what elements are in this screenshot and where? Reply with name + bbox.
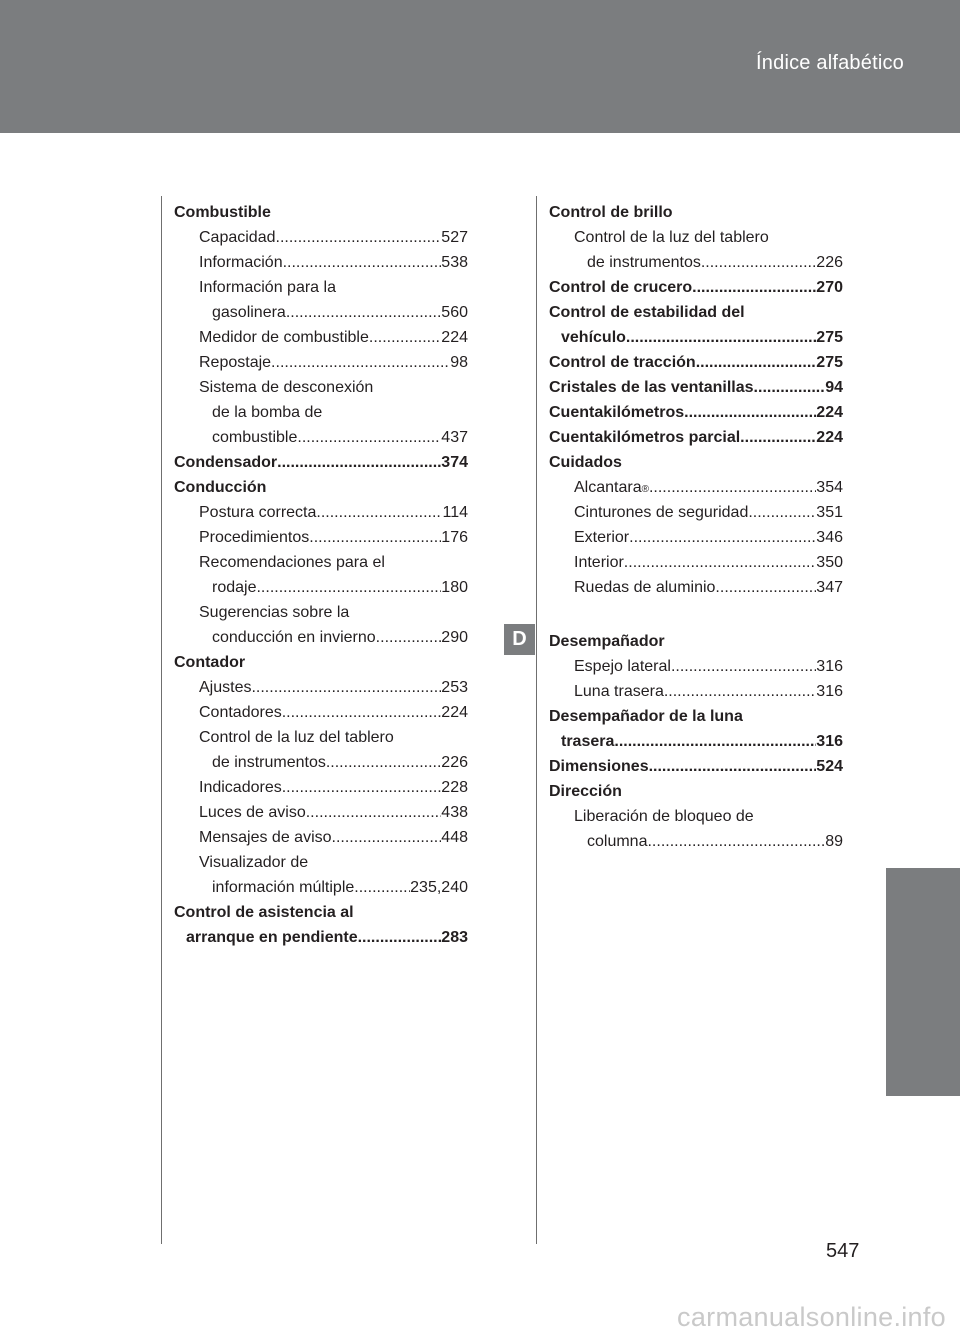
index-heading: Desempañador — [549, 633, 665, 650]
dot-leader — [277, 450, 441, 475]
page-ref: 94 — [825, 379, 843, 396]
entry-text: Capacidad — [199, 229, 276, 246]
page-ref: 228 — [441, 779, 468, 796]
index-sub-entry: Sugerencias sobre la — [199, 604, 350, 621]
index-main-entry — [549, 350, 843, 375]
index-sub-entry — [549, 550, 843, 575]
index-sub-entry: Visualizador de — [199, 854, 309, 871]
dot-leader — [282, 775, 442, 800]
dot-leader — [754, 375, 826, 400]
entry-text: trasera — [561, 733, 615, 750]
index-column-left — [174, 200, 468, 950]
index-sub-entry — [549, 500, 843, 525]
dot-leader — [748, 500, 816, 525]
page-ref: 290 — [441, 629, 468, 646]
entry-text: rodaje — [212, 579, 257, 596]
dot-leader — [649, 475, 816, 500]
index-sub-entry: Información para la — [199, 279, 336, 296]
dot-leader — [354, 875, 410, 900]
entry-text: Medidor de combustible — [199, 329, 369, 346]
dot-leader — [297, 425, 441, 450]
dot-leader — [286, 300, 441, 325]
entry-text: Indicadores — [199, 779, 282, 796]
dot-leader — [358, 925, 442, 950]
dot-leader — [309, 525, 441, 550]
index-heading: Control de estabilidad del — [549, 304, 745, 321]
index-sub-entry: Sistema de desconexión — [199, 379, 374, 396]
index-sub-entry — [174, 425, 468, 450]
page-ref: 283 — [441, 929, 468, 946]
entry-text: Postura correcta — [199, 504, 317, 521]
page-ref: 224 — [441, 704, 468, 721]
dot-leader — [626, 325, 816, 350]
entry-text: Cuentakilómetros parcial — [549, 429, 741, 446]
index-sub-entry — [174, 525, 468, 550]
column-divider-left — [161, 196, 162, 1244]
dot-leader — [649, 754, 817, 779]
dot-leader — [306, 800, 442, 825]
entry-text: Espejo lateral — [574, 658, 671, 675]
dot-leader — [316, 500, 442, 525]
page-ref: 538 — [441, 254, 468, 271]
dot-leader — [271, 350, 450, 375]
dot-leader — [332, 825, 442, 850]
column-divider-right — [536, 196, 537, 1244]
entry-text: información múltiple — [212, 879, 355, 896]
dot-leader — [283, 250, 442, 275]
entry-text: Mensajes de aviso — [199, 829, 332, 846]
index-sub-entry — [174, 825, 468, 850]
dot-leader — [715, 575, 816, 600]
dot-leader — [282, 700, 442, 725]
page-ref: 438 — [441, 804, 468, 821]
dot-leader — [684, 400, 816, 425]
index-column-right — [549, 200, 843, 854]
entry-text: Luna trasera — [574, 683, 664, 700]
entry-text: Control de crucero — [549, 279, 693, 296]
page-ref: 114 — [442, 504, 468, 521]
page-ref: 224 — [441, 329, 468, 346]
index-heading: Control de brillo — [549, 204, 673, 221]
watermark: carmanualsonline.info — [677, 1302, 946, 1332]
page-ref: 316 — [816, 683, 843, 700]
dot-leader — [664, 679, 816, 704]
index-sub-entry — [174, 625, 468, 650]
index-heading: Combustible — [174, 204, 271, 221]
dot-leader — [647, 829, 825, 854]
index-sub-entry — [174, 325, 468, 350]
dot-leader — [376, 625, 442, 650]
page-ref: 224 — [816, 404, 843, 421]
index-sub-entry — [174, 750, 468, 775]
page-ref: 98 — [450, 354, 468, 371]
entry-text: Control de tracción — [549, 354, 696, 371]
index-sub-entry — [174, 875, 468, 900]
index-main-entry — [549, 275, 843, 300]
index-sub-entry — [549, 525, 843, 550]
dot-leader — [614, 729, 816, 754]
entry-text: Ajustes — [199, 679, 252, 696]
page-ref: 527 — [441, 229, 468, 246]
index-sub-entry — [174, 225, 468, 250]
entry-text: Cinturones de seguridad — [574, 504, 749, 521]
page-ref: 347 — [816, 579, 843, 596]
entry-text: Dimensiones — [549, 758, 649, 775]
index-sub-entry — [174, 575, 468, 600]
page-ref: 270 — [816, 279, 843, 296]
dot-leader — [701, 250, 816, 275]
entry-text: gasolinera — [212, 304, 286, 321]
index-main-entry — [174, 450, 468, 475]
entry-text: Cuentakilómetros — [549, 404, 685, 421]
entry-text: de instrumentos — [587, 254, 701, 271]
entry-text: Información — [199, 254, 283, 271]
dot-leader — [251, 675, 441, 700]
dot-leader — [692, 275, 816, 300]
dot-leader — [326, 750, 441, 775]
index-main-entry — [549, 400, 843, 425]
entry-text: conducción en invierno — [212, 629, 376, 646]
entry-text: Exterior — [574, 529, 630, 546]
page-ref: 354 — [816, 479, 843, 496]
page-ref: 351 — [816, 504, 843, 521]
index-heading: Contador — [174, 654, 246, 671]
index-heading: Control de asistencia al — [174, 904, 354, 921]
index-heading: Dirección — [549, 783, 622, 800]
index-sub-entry — [549, 250, 843, 275]
entry-text: Condensador — [174, 454, 278, 471]
index-sub-entry: Liberación de bloqueo de — [574, 808, 754, 825]
entry-text: combustible — [212, 429, 298, 446]
index-sub-entry — [549, 679, 843, 704]
entry-text: Interior — [574, 554, 624, 571]
entry-text: Contadores — [199, 704, 282, 721]
page-ref: 226 — [441, 754, 468, 771]
page-ref: 346 — [816, 529, 843, 546]
entry-text: Procedimientos — [199, 529, 310, 546]
index-main-entry — [549, 729, 843, 754]
index-sub-entry — [174, 700, 468, 725]
index-sub-entry — [549, 829, 843, 854]
entry-text: Repostaje — [199, 354, 272, 371]
side-thumb-tab — [886, 868, 960, 1096]
page-ref: 560 — [441, 304, 468, 321]
index-heading: Conducción — [174, 479, 267, 496]
index-sub-entry — [174, 250, 468, 275]
entry-text: columna — [587, 833, 648, 850]
page-ref: 437 — [441, 429, 468, 446]
index-sub-entry — [549, 575, 843, 600]
index-sub-entry: Control de la luz del tablero — [199, 729, 394, 746]
page-ref: 235,240 — [410, 879, 468, 896]
index-sub-entry — [174, 350, 468, 375]
index-sub-entry: Alcantara ® ..... 354 — [549, 475, 843, 500]
dot-leader — [256, 575, 441, 600]
index-main-entry — [549, 325, 843, 350]
page-ref: 180 — [441, 579, 468, 596]
page-ref: 374 — [441, 454, 468, 471]
index-sub-entry: Recomendaciones para el — [199, 554, 385, 571]
index-sub-entry: de la bomba de — [212, 404, 323, 421]
dot-leader — [276, 225, 442, 250]
page-header — [0, 0, 960, 133]
entry-text: arranque en pendiente — [186, 929, 358, 946]
page-number: 547 — [826, 1240, 860, 1262]
dot-leader — [696, 350, 817, 375]
page-ref: 226 — [816, 254, 843, 271]
entry-text: de instrumentos — [212, 754, 326, 771]
page-ref: 448 — [441, 829, 468, 846]
page-ref: 176 — [441, 529, 468, 546]
page-ref: 275 — [816, 354, 843, 371]
index-heading: Desempañador de la luna — [549, 708, 743, 725]
index-heading: Cuidados — [549, 454, 622, 471]
index-sub-entry: Control de la luz del tablero — [574, 229, 769, 246]
header-title: Índice alfabético — [756, 52, 904, 74]
page-ref: 524 — [816, 758, 843, 775]
page-ref: 316 — [816, 733, 843, 750]
index-main-entry — [174, 925, 468, 950]
index-sub-entry — [549, 654, 843, 679]
dot-leader — [629, 525, 816, 550]
entry-text: Cristales de las ventanillas — [549, 379, 754, 396]
entry-text: Ruedas de aluminio — [574, 579, 716, 596]
index-sub-entry — [174, 300, 468, 325]
dot-leader — [740, 425, 816, 450]
section-letter-badge: D — [504, 624, 535, 655]
entry-text: vehículo — [561, 329, 626, 346]
index-main-entry — [549, 425, 843, 450]
entry-text: Alcantara — [574, 479, 642, 496]
index-sub-entry — [174, 775, 468, 800]
index-sub-entry — [174, 500, 468, 525]
index-sub-entry — [174, 800, 468, 825]
page-ref: 350 — [816, 554, 843, 571]
index-main-entry — [549, 754, 843, 779]
page-ref: 253 — [441, 679, 468, 696]
entry-text: Luces de aviso — [199, 804, 306, 821]
dot-leader — [671, 654, 816, 679]
index-sub-entry — [174, 675, 468, 700]
dot-leader — [624, 550, 817, 575]
page-ref: 275 — [816, 329, 843, 346]
entry-gap — [549, 600, 843, 629]
page-ref: 316 — [816, 658, 843, 675]
page-ref: 89 — [825, 833, 843, 850]
page-ref: 224 — [816, 429, 843, 446]
dot-leader — [369, 325, 441, 350]
index-main-entry — [549, 375, 843, 400]
